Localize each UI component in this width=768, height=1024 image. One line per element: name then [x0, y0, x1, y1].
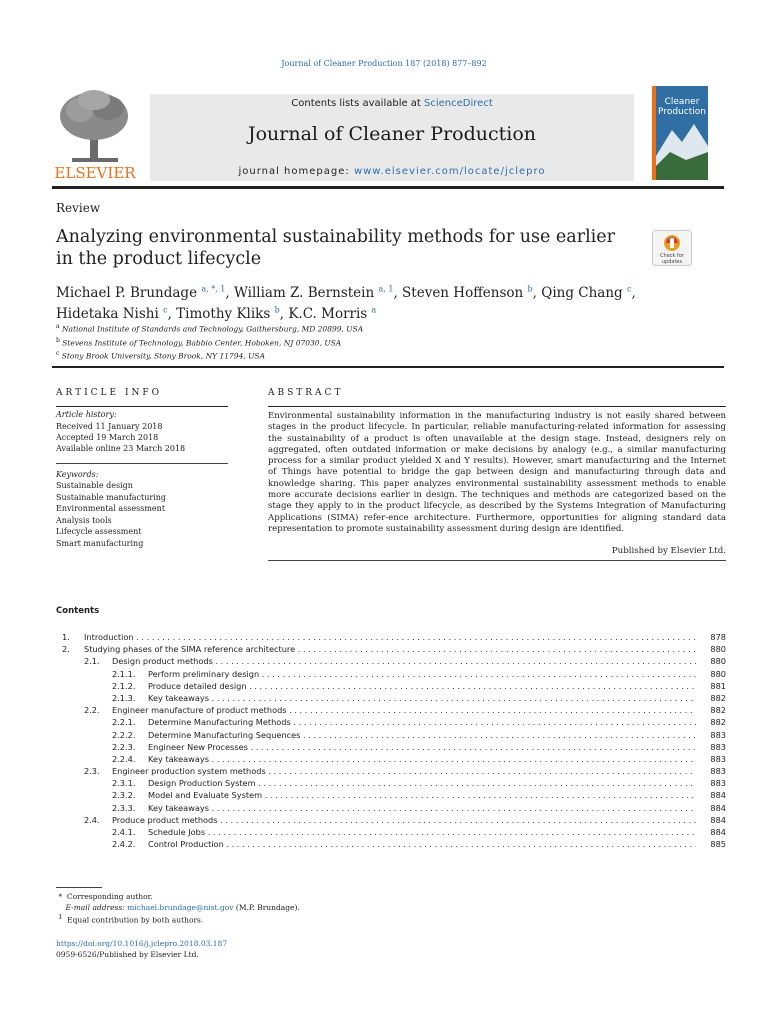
- toc-page-number: 884: [710, 802, 726, 813]
- toc-title[interactable]: Perform preliminary design . . .: [148, 668, 696, 680]
- author: Steven Hoffenson $^b$,: [402, 284, 542, 301]
- toc-page-number: 883: [710, 741, 726, 752]
- contents-prefix: Contents lists available at: [291, 98, 425, 109]
- toc-entry[interactable]: [56, 655, 726, 667]
- toc-page-number: 880: [710, 644, 726, 655]
- toc-title[interactable]: Key takeaways . . .: [148, 753, 696, 765]
- article-info-rule: [56, 406, 228, 407]
- issn-line: 0959-6526/Published by Elsevier Ltd.: [56, 949, 199, 959]
- keyword: Smart manufacturing: [56, 538, 144, 548]
- toc-title[interactable]: Engineer manufacture of product methods . . .: [112, 704, 696, 716]
- elsevier-tree-icon: [52, 88, 138, 180]
- toc-entry[interactable]: [56, 729, 726, 741]
- toc-title[interactable]: Engineer production system methods . . .: [112, 765, 696, 777]
- toc-title[interactable]: Key takeaways . . .: [148, 692, 696, 704]
- toc-number: 2.4.: [84, 814, 100, 825]
- keywords-list: [56, 480, 166, 549]
- toc-page-number: 882: [710, 705, 726, 716]
- article-type: Review: [56, 201, 101, 215]
- toc-number: 2.1.3.: [112, 692, 136, 703]
- toc-title[interactable]: Produce detailed design . . .: [148, 680, 696, 692]
- toc-entry[interactable]: [56, 741, 726, 753]
- footnote-rule: [56, 887, 102, 888]
- affiliation: $^a$ National Institute of Standards and Technology, Gaithersburg, MD 20899, USA: [56, 323, 364, 334]
- toc-title[interactable]: Engineer New Processes . . .: [148, 741, 696, 753]
- toc-entry[interactable]: [56, 643, 726, 655]
- contents-availability: [150, 98, 634, 109]
- toc-title[interactable]: Design product methods . . .: [112, 655, 696, 667]
- toc-title[interactable]: Determine Manufacturing Sequences . . .: [148, 729, 696, 741]
- keyword: Analysis tools: [56, 515, 112, 525]
- homepage-link[interactable]: www.elsevier.com/locate/jclepro: [353, 166, 546, 177]
- affiliation: $^c$ Stony Brook University, Stony Brook, NY 11794, USA: [56, 350, 265, 361]
- elsevier-logo[interactable]: [52, 88, 138, 180]
- section-rule: [52, 366, 724, 368]
- author: K.C. Morris $^a$: [288, 305, 377, 322]
- author: William Z. Bernstein $^{a, 1}$,: [233, 284, 403, 301]
- toc-number: 2.3.3.: [112, 802, 136, 813]
- toc-number: 2.2.1.: [112, 717, 136, 728]
- toc-number: 2.: [62, 644, 70, 655]
- header-rule: [52, 186, 724, 189]
- toc-number: 2.1.: [84, 656, 100, 667]
- author-affil-sup[interactable]: a, *, 1: [201, 284, 226, 293]
- footnotes: [56, 892, 300, 926]
- table-of-contents: [56, 631, 726, 850]
- toc-number: 2.1.2.: [112, 680, 136, 691]
- toc-entry[interactable]: [56, 668, 726, 680]
- abstract-text: Environmental sustainability information in the manufacturing industry is not easily shared between stages in the product lifecycle. In particular, reliable manufacturing-related information for assessing the sustainability of a product is often unavailable at the design stage. Instead, designers rely on aggregated, often outdated information or make decisions by analogy (e.g., a similar manufacturing process for a similar product yielded X and Y results). However, smart manufacturing and the Internet of Things have potential to bridge the gap between design and manufacturing through data and knowledge sharing. This paper analyzes environmental sustainability assessment methods to enable more accurate decisions earlier in design. The techniques and methods are categorized based on the stage they apply to in the product lifecycle, as described by the Systems Integration of Manufacturing Applications (SIMA) refer-ence architecture. Furthermore, opportunities for aligning standard data representation to promote sustainability assessment during design are identified.: [268, 411, 726, 534]
- article-info-divider: [56, 463, 228, 464]
- toc-entry[interactable]: [56, 777, 726, 789]
- doi-link[interactable]: https://doi.org/10.1016/j.jclepro.2018.03.187: [56, 939, 228, 948]
- history-item: Accepted 19 March 2018: [56, 433, 159, 442]
- history-item: Received 11 January 2018: [56, 422, 163, 431]
- published-by: Published by Elsevier Ltd.: [611, 546, 726, 556]
- author-affil-sup[interactable]: c: [626, 284, 632, 293]
- toc-entry[interactable]: [56, 753, 726, 765]
- toc-page-number: 885: [710, 839, 726, 850]
- toc-number: 2.2.: [84, 705, 100, 716]
- toc-number: 2.3.: [84, 766, 100, 777]
- toc-page-number: 882: [710, 717, 726, 728]
- toc-page-number: 883: [710, 753, 726, 764]
- toc-entry[interactable]: [56, 814, 726, 826]
- toc-entry[interactable]: [56, 802, 726, 814]
- toc-page-number: 883: [710, 729, 726, 740]
- toc-number: 2.2.3.: [112, 741, 136, 752]
- toc-entry[interactable]: [56, 765, 726, 777]
- author-affil-sup[interactable]: a: [371, 305, 377, 315]
- journal-cover-image: [652, 86, 708, 180]
- cover-title-line2: Production: [658, 107, 706, 117]
- author-affil-sup[interactable]: b: [527, 284, 533, 293]
- toc-page-number: 878: [710, 632, 726, 642]
- abstract-heading: ABSTRACT: [268, 388, 344, 398]
- toc-number: 2.3.1.: [112, 778, 136, 789]
- toc-number: 2.4.2.: [112, 839, 136, 850]
- keyword: Sustainable design: [56, 481, 133, 490]
- article-history: [56, 421, 185, 454]
- author-affil-sup[interactable]: b: [274, 305, 280, 315]
- affiliation: $^b$ Stevens Institute of Technology, Babbio Center, Hoboken, NJ 07030, USA: [56, 336, 342, 347]
- email-link[interactable]: michael.brundage@nist.gov: [127, 902, 234, 912]
- toc-title[interactable]: Produce product methods . . .: [112, 814, 696, 826]
- affiliations: [56, 321, 363, 362]
- author-affil-sup[interactable]: c: [163, 305, 168, 315]
- toc-entry[interactable]: [56, 704, 726, 716]
- toc-title[interactable]: Determine Manufacturing Methods . . .: [148, 716, 696, 728]
- toc-page-number: 884: [710, 814, 726, 825]
- cover-title-line1: Cleaner: [664, 97, 700, 107]
- sciencedirect-link[interactable]: ScienceDirect: [424, 98, 493, 109]
- toc-title[interactable]: Studying phases of the SIMA reference architecture . . .: [84, 643, 696, 655]
- toc-number: 2.2.2.: [112, 729, 136, 740]
- author-affil-sup[interactable]: a, 1: [378, 284, 394, 293]
- toc-entry[interactable]: [56, 680, 726, 692]
- toc-page-number: 883: [710, 766, 726, 777]
- toc-page-number: 884: [710, 790, 726, 801]
- toc-number: 2.2.4.: [112, 753, 136, 764]
- crossmark-icon: [652, 230, 692, 266]
- keyword: Environmental assessment: [56, 504, 166, 513]
- toc-page-number: 883: [710, 778, 726, 789]
- journal-cover[interactable]: [652, 86, 708, 180]
- toc-page-number: 884: [710, 827, 726, 837]
- toc-entry[interactable]: [56, 826, 726, 838]
- abstract-rule: [268, 406, 726, 407]
- article-title: Analyzing environmental sustainability methods for use earlier in the product lifecycle: [56, 227, 616, 269]
- toc-title[interactable]: Control Production . . .: [148, 838, 696, 850]
- toc-title[interactable]: Design Production System . . .: [148, 777, 696, 789]
- author: Michael P. Brundage $^{a, *, 1}$,: [56, 284, 234, 301]
- journal-name[interactable]: Journal of Cleaner Production: [247, 123, 537, 145]
- toc-entry[interactable]: [56, 838, 726, 850]
- toc-entry[interactable]: [56, 692, 726, 704]
- author: Timothy Kliks $^b$,: [176, 305, 289, 322]
- toc-title[interactable]: Introduction . . .: [84, 631, 696, 643]
- toc-page-number: 880: [710, 668, 726, 679]
- toc-number: 2.4.1.: [112, 827, 136, 837]
- toc-title[interactable]: Schedule Jobs . . .: [148, 826, 696, 838]
- toc-entry[interactable]: [56, 789, 726, 801]
- toc-number: 2.1.1.: [112, 668, 136, 679]
- crossmark-line2: updates: [661, 259, 683, 265]
- check-for-updates-button[interactable]: [652, 230, 692, 266]
- toc-title[interactable]: Key takeaways . . .: [148, 802, 696, 814]
- journal-homepage: [150, 166, 634, 177]
- keyword: Lifecycle assessment: [56, 527, 142, 536]
- author: Qing Chang $^c$,: [541, 284, 636, 301]
- keyword: Sustainable manufacturing: [56, 492, 167, 502]
- journal-citation[interactable]: Journal of Cleaner Production 187 (2018) 877–892: [281, 59, 487, 68]
- crossmark-line1: Check for: [660, 253, 684, 259]
- journal-banner: [150, 94, 634, 181]
- toc-page-number: 880: [710, 656, 726, 667]
- toc-number: 1.: [62, 632, 70, 642]
- doi-block: [56, 939, 227, 960]
- footnote-corresponding: * Corresponding author.: [56, 892, 153, 901]
- history-label: Article history:: [56, 410, 117, 419]
- abstract-end-rule: [268, 560, 726, 561]
- toc-number: 2.3.2.: [112, 790, 136, 801]
- author-list: [56, 280, 676, 323]
- author: Hidetaka Nishi $^c$,: [56, 305, 177, 322]
- toc-entry[interactable]: [56, 631, 726, 643]
- footnote-equal: $^1$ Equal contribution by both authors.: [58, 914, 204, 925]
- keywords-label: Keywords:: [56, 470, 99, 479]
- homepage-prefix: journal homepage:: [238, 166, 354, 177]
- article-info-heading: ARTICLE INFO: [56, 388, 163, 398]
- history-item: Available online 23 March 2018: [56, 444, 186, 453]
- elsevier-wordmark: ELSEVIER: [54, 164, 136, 180]
- contents-heading: Contents: [56, 606, 100, 616]
- toc-page-number: 882: [710, 692, 726, 703]
- toc-page-number: 881: [710, 680, 726, 691]
- toc-title[interactable]: Model and Evaluate System . . .: [148, 789, 696, 801]
- footnote-email: E-mail address: michael.brundage@nist.gov (M.P. Brundage).: [65, 902, 300, 912]
- toc-entry[interactable]: [56, 716, 726, 728]
